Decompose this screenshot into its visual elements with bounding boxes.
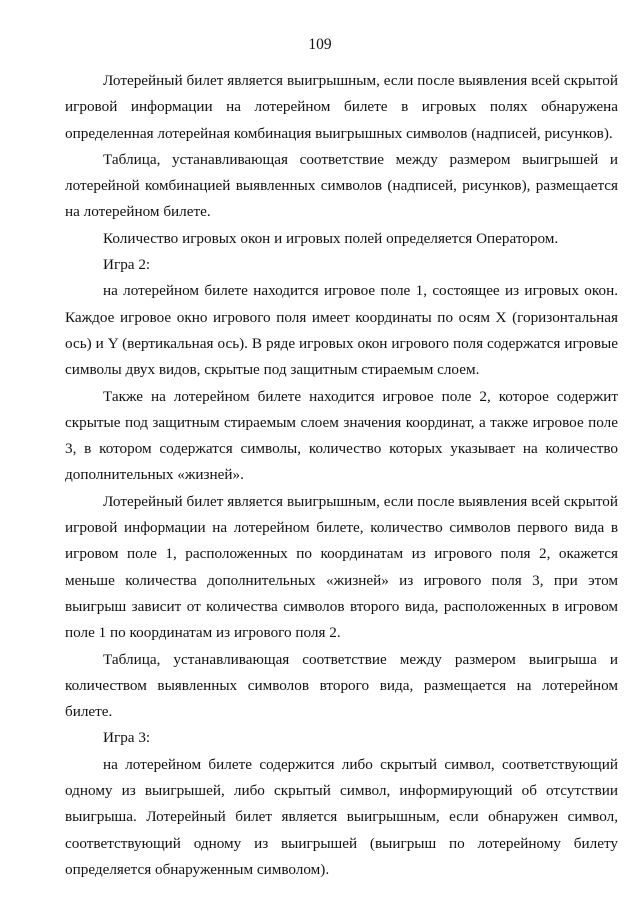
document-body	[65, 68, 618, 883]
paragraph-prize-table-note: Таблица, устанавливающая соответствие между размером выигрышей и лотерейной комбинацией выявленных символов (надписей, рисунков), размещается на лотерейном билете.	[65, 150, 618, 221]
paragraph-windows-fields-count: Количество игровых окон и игровых полей определяется Оператором.	[103, 229, 559, 247]
paragraph-game-2-winning-rule: Лотерейный билет является выигрышным, если после выявления всей скрытой игровой информации на лотерейном билете, количество символов первого вида в игровом поле 1, расположенных по координатам из игрового поля 2, окажется меньше количества дополнительных «жизней» из игрового поля 3, при этом выигрыш зависит от количества символов второго вида, расположенных в игровом поле 1 по координатам из игрового поля 2.	[65, 492, 618, 642]
paragraph-game-2-field-1: на лотерейном билете находится игровое поле 1, состоящее из игровых окон. Каждое игровое окно игрового поля имеет координаты по осям X (горизонтальная ось) и Y (вертикальная ось). В ряде игровых окон игрового поля содержатся игровые символы двух видов, скрытые под защитным стираемым слоем.	[65, 282, 618, 379]
paragraph-game-2-prize-table: Таблица, устанавливающая соответствие между размером выигрыша и количеством выявленных символов второго вида, размещается на лотерейном билете.	[65, 650, 618, 721]
heading-game-2: Игра 2:	[103, 256, 151, 274]
paragraph-game-3-rule: на лотерейном билете содержится либо скрытый символ, соответствующий одному из выигрышей, либо скрытый символ, информирующий об отсутствии выигрыша. Лотерейный билет является выигрышным, если обнаружен символ, соответствующий одному из выигрышей (выигрыш по лотерейному билету определяется обнаруженным символом).	[65, 755, 618, 878]
heading-game-3: Игра 3:	[103, 729, 151, 747]
paragraph-winning-ticket-rule: Лотерейный билет является выигрышным, если после выявления всей скрытой игровой информации на лотерейном билете в игровых полях обнаружена определенная лотерейная комбинация выигрышных символов (надписей, рисунков).	[65, 72, 618, 142]
page-number: 109	[308, 36, 332, 53]
paragraph-game-2-field-2-3: Также на лотерейном билете находится игровое поле 2, которое содержит скрытые под защитным стираемым слоем значения координат, а также игровое поле 3, в котором содержатся символы, количество которых указывает на количество дополнительных «жизней».	[65, 387, 618, 484]
